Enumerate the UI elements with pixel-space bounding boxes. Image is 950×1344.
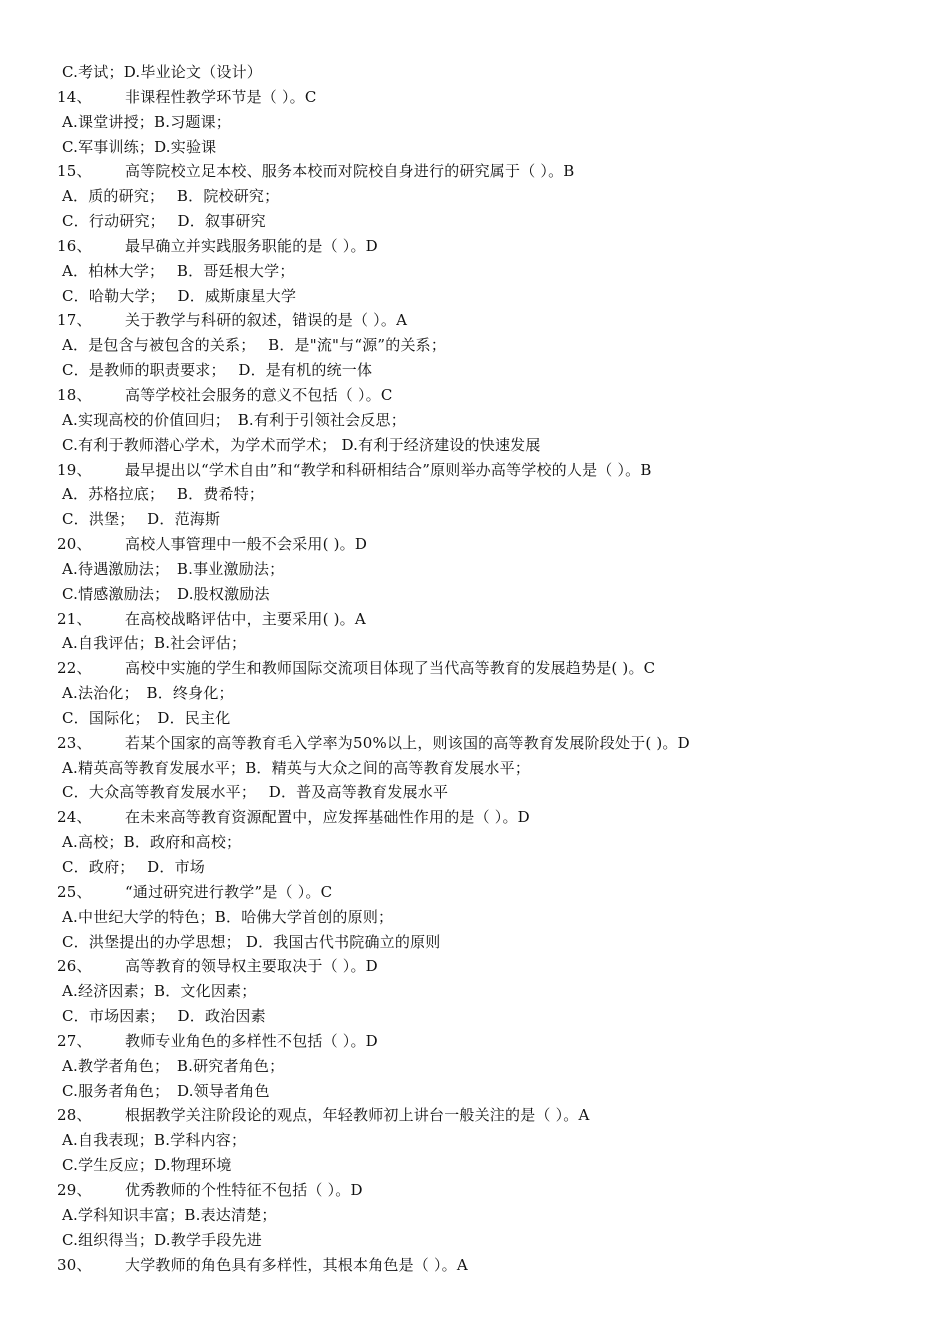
question-line	[0, 85, 950, 110]
question-stem: 高校人事管理中一般不会采用( )。D	[125, 535, 368, 554]
question-stem: 最早确立并实践服务职能的是（ ）。D	[125, 236, 378, 255]
answer-options-line: A.学科知识丰富；B.表达清楚；	[62, 1205, 277, 1224]
question-number: 23、	[57, 733, 92, 752]
question-number: 17、	[57, 311, 92, 330]
question-stem: 在未来高等教育资源配置中，应发挥基础性作用的是（ ）。D	[125, 808, 530, 827]
question-line	[0, 383, 950, 408]
question-number: 25、	[57, 882, 92, 901]
answer-options-line: A．苏格拉底； B．费希特；	[62, 485, 265, 504]
question-stem: “通过研究进行教学”是（ ）。C	[125, 882, 333, 901]
answer-options-line: A.经济因素；B．文化因素；	[62, 982, 257, 1001]
question-number: 21、	[57, 609, 92, 628]
answer-options-line: C．国际化； D．民主化	[62, 708, 231, 727]
answer-options-line: C.组织得当；D.教学手段先进	[62, 1230, 262, 1249]
question-stem: 根据教学关注阶段论的观点，年轻教师初上讲台一般关注的是（ ）。A	[125, 1106, 590, 1125]
answer-options-line: C．是教师的职责要求； D．是有机的统一体	[62, 361, 373, 380]
question-stem: 非课程性教学环节是（ ）。C	[125, 87, 317, 106]
answer-options-line: C.学生反应；D.物理环境	[62, 1156, 232, 1175]
question-stem: 高等院校立足本校、服务本校而对院校自身进行的研究属于（ ）。B	[125, 162, 575, 181]
answer-options-line: A．质的研究； B．院校研究；	[62, 187, 280, 206]
answer-options-line: C．洪堡； D．范海斯	[62, 510, 221, 529]
question-stem: 关于教学与科研的叙述，错误的是（ ）。A	[125, 311, 408, 330]
answer-options-line: A．柏林大学； B．哥廷根大学；	[62, 261, 295, 280]
question-line	[0, 308, 950, 333]
question-number: 22、	[57, 659, 92, 678]
question-number: 26、	[57, 957, 92, 976]
question-number: 18、	[57, 385, 92, 404]
answer-options-line: C．行动研究； D．叙事研究	[62, 212, 266, 231]
question-line	[0, 731, 950, 756]
answer-options-line: A.法治化； B．终身化；	[62, 684, 234, 703]
answer-options-line: A.自我表现；B.学科内容；	[62, 1131, 247, 1150]
answer-options-line: C.有利于教师潜心学术，为学术而学术； D.有利于经济建设的快速发展	[62, 435, 541, 454]
question-stem: 高等教育的领导权主要取决于（ ）。D	[125, 957, 378, 976]
question-number: 15、	[57, 162, 92, 181]
question-stem: 教师专业角色的多样性不包括（ ）。D	[125, 1031, 378, 1050]
answer-options-line: C.考试；D.毕业论文（设计）	[62, 63, 262, 81]
question-number: 20、	[57, 535, 92, 554]
question-number: 16、	[57, 236, 92, 255]
answer-options-line: A.实现高校的价值回归； B.有利于引领社会反思；	[62, 410, 406, 429]
answer-options-line: A．是包含与被包含的关系； B．是"流"与“源”的关系；	[62, 336, 447, 355]
answer-options-line: C.服务者角色； D.领导者角色	[62, 1081, 270, 1100]
answer-options-line: A.精英高等教育发展水平；B．精英与大众之间的高等教育发展水平；	[62, 758, 531, 777]
answer-options-line: C．大众高等教育发展水平； D．普及高等教育发展水平	[62, 783, 449, 802]
question-stem: 大学教师的角色具有多样性，其根本角色是（ ）。A	[125, 1255, 468, 1274]
question-line	[0, 159, 950, 184]
question-number: 30、	[57, 1255, 92, 1274]
answer-options-line: A.教学者角色； B.研究者角色；	[62, 1056, 285, 1075]
question-line	[0, 607, 950, 632]
question-number: 28、	[57, 1106, 92, 1125]
question-line	[0, 1029, 950, 1054]
question-number: 14、	[57, 87, 92, 106]
question-stem: 若某个国家的高等教育毛入学率为50%以上，则该国的高等教育发展阶段处于( )。D	[125, 733, 690, 752]
answer-options-line: C．市场因素； D．政治因素	[62, 1007, 266, 1026]
answer-options-line: C．政府； D．市场	[62, 858, 205, 876]
question-line	[0, 656, 950, 681]
question-stem: 高校中实施的学生和教师国际交流项目体现了当代高等教育的发展趋势是( )。C	[125, 659, 656, 678]
question-line	[0, 1253, 950, 1278]
answer-options-line: A.中世纪大学的特色；B．哈佛大学首创的原则；	[62, 907, 394, 926]
document-page	[0, 60, 950, 1277]
question-number: 19、	[57, 460, 92, 479]
question-number: 24、	[57, 808, 92, 827]
answer-options-line: A.高校；B．政府和高校；	[62, 833, 242, 852]
question-stem: 在高校战略评估中，主要采用( )。A	[125, 609, 366, 628]
question-line	[0, 880, 950, 905]
question-stem: 高等学校社会服务的意义不包括（ ）。C	[125, 385, 393, 404]
answer-options-line: A.自我评估；B.社会评估；	[62, 634, 247, 653]
question-line	[0, 805, 950, 830]
question-stem: 最早提出以“学术自由”和“教学和科研相结合”原则举办高等学校的人是（ ）。B	[125, 460, 652, 479]
answer-options-line: C.情感激励法； D.股权激励法	[62, 584, 270, 603]
question-line	[0, 1103, 950, 1128]
question-line	[0, 954, 950, 979]
answer-options-line: C．洪堡提出的办学思想； D．我国古代书院确立的原则	[62, 932, 441, 951]
question-number: 29、	[57, 1180, 92, 1199]
question-line	[0, 1178, 950, 1203]
answer-options-line: A.待遇激励法； B.事业激励法；	[62, 559, 285, 578]
question-stem: 优秀教师的个性特征不包括（ ）。D	[125, 1180, 363, 1199]
question-line	[0, 458, 950, 483]
answer-options-line: C.军事训练；D.实验课	[62, 137, 217, 156]
question-line	[0, 532, 950, 557]
answer-options-line: A.课堂讲授；B.习题课；	[62, 112, 231, 131]
question-number: 27、	[57, 1031, 92, 1050]
answer-options-line: C．哈勒大学； D．威斯康星大学	[62, 286, 297, 305]
question-line	[0, 234, 950, 259]
